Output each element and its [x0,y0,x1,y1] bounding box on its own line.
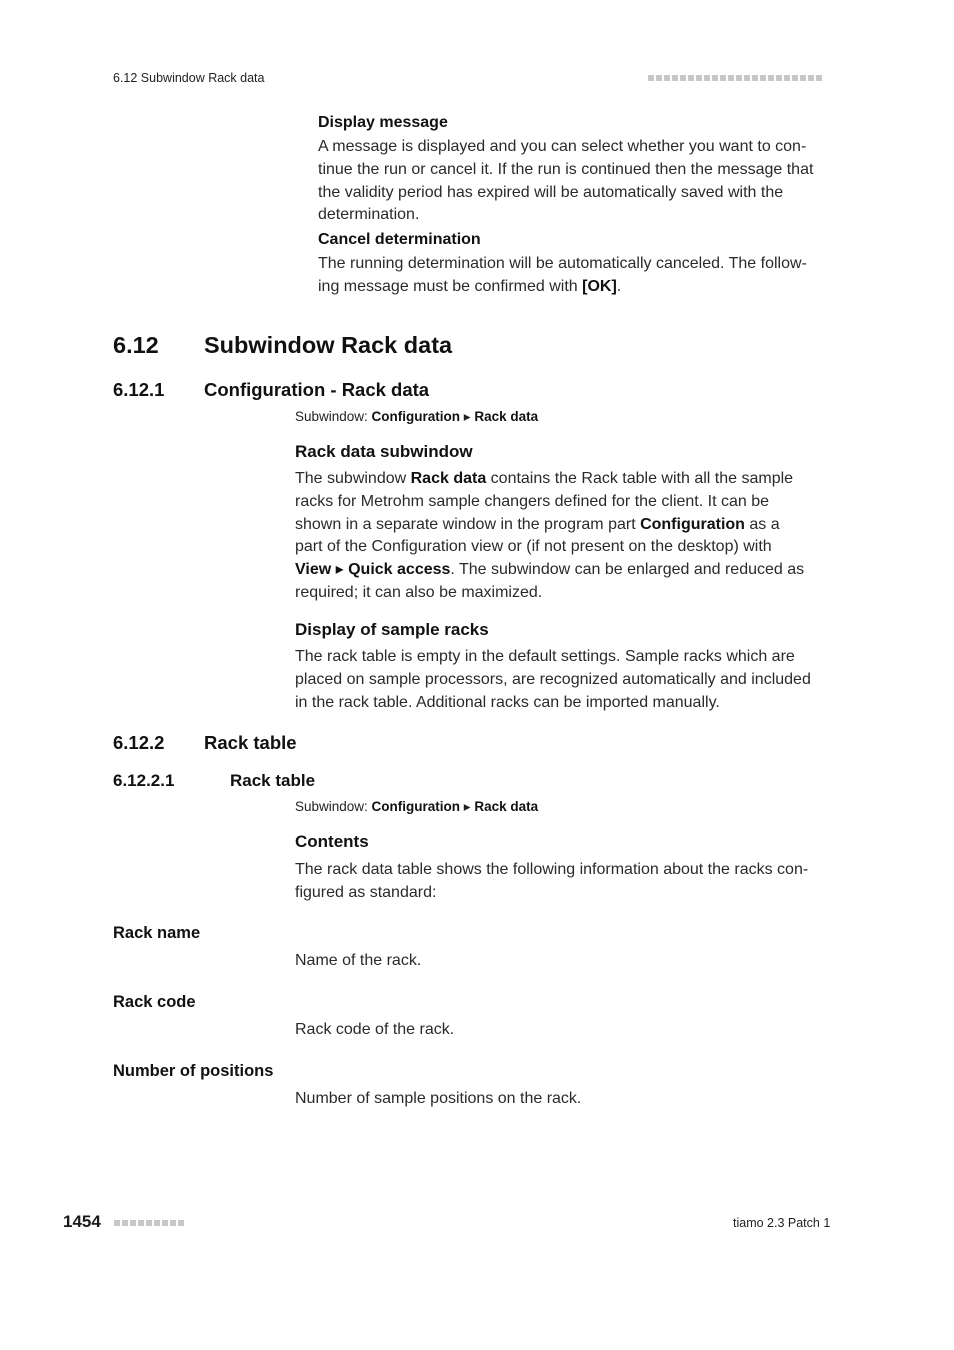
display-of-sample-racks-title: Display of sample racks [295,620,489,639]
page-number: 1454 [63,1212,101,1231]
field-label-rack-name: Rack name [113,924,201,942]
arrow-right-icon: ▸ [335,561,344,579]
rack-data-subwindow-title: Rack data subwindow [295,442,473,461]
section-heading-6-12-1: 6.12.1 Configuration - Rack data [113,379,430,400]
display-message-text: A message is displayed and you can select whether you want to con- tinue the run or cancel it. If the run is continued then the message that the validity period has expired will be automatically saved with the determination. [318,138,814,224]
cancel-determination-text: The running determination will be automatically canceled. The follow- ing message must be confirmed with [OK]. [318,255,807,295]
section-heading-6-12: 6.12 Subwindow Rack data [113,332,453,358]
section-heading-6-12-2: 6.12.2 Rack table [113,732,297,753]
display-message-title: Display message [318,114,448,131]
field-desc-rack-code: Rack code of the rack. [295,1021,455,1038]
breadcrumb: Subwindow: Configuration ▸ Rack data [295,799,539,814]
cancel-determination-title: Cancel determination [318,231,481,248]
breadcrumb: Subwindow: Configuration ▸ Rack data [295,409,539,424]
field-desc-rack-name: Name of the rack. [295,952,422,969]
footer-decoration [114,1220,184,1226]
running-header: 6.12 Subwindow Rack data [113,71,265,85]
arrow-right-icon: ▸ [463,799,471,814]
contents-text: The rack data table shows the following information about the racks con- figured as standard: [295,861,809,901]
field-label-number-of-positions: Number of positions [113,1062,274,1080]
product-name: tiamo 2.3 Patch 1 [733,1216,831,1230]
section-heading-6-12-2-1: 6.12.2.1 Rack table [113,771,316,790]
display-of-sample-racks-text: The rack table is empty in the default settings. Sample racks which are placed on sample processors, are recognized automatically and included in the rack table. Additional racks can be imported manually. [295,648,811,711]
contents-title: Contents [295,832,369,851]
field-label-rack-code: Rack code [113,993,196,1011]
header-decoration [648,75,822,81]
rack-data-subwindow-text: The subwindow Rack data contains the Rack table with all the sample racks for Metrohm sample changers defined for the client. It can be shown in a separate window in the program part Configuration as a part of the Configuration view or (if not present on the desktop) with View ▸ Quick access. The subwindow can be enlarged and reduced as required; it can also be maximized. [295,470,805,601]
arrow-right-icon: ▸ [463,409,471,424]
field-desc-number-of-positions: Number of sample positions on the rack. [295,1090,582,1107]
